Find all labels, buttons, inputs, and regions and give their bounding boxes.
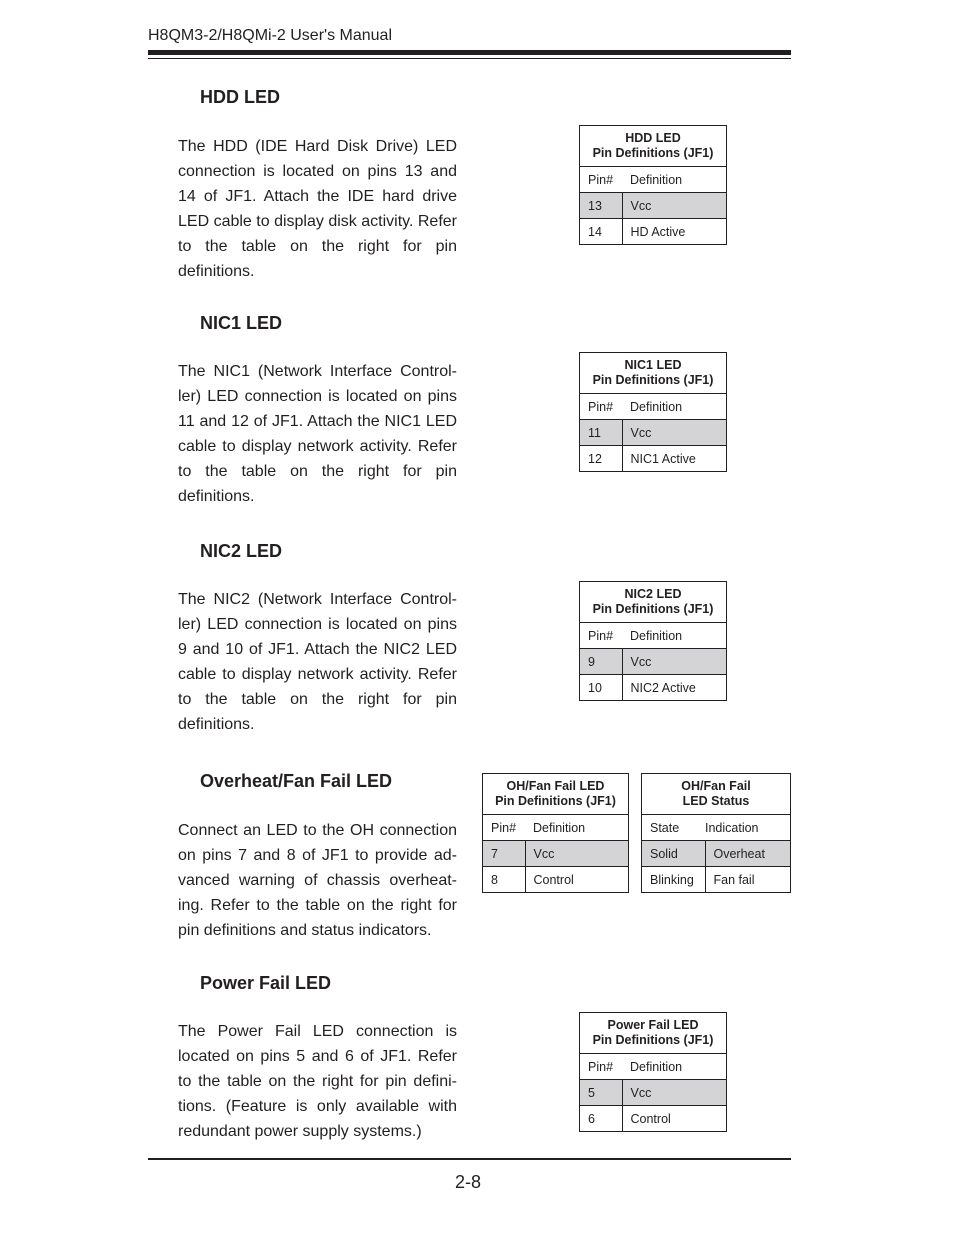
table-hdd-led (579, 125, 727, 245)
section-body-nic1-led: The NIC1 (Network Interface Control-ler) LED connection is located on pins 11 and 12 of JF1. Attach the NIC1 LED cable to display network activity. Refer to the table on the right for pin definitions. (178, 363, 457, 505)
table-column-header: Pin# Definition (580, 623, 727, 649)
section-body-overheat-fan-fail-led: Connect an LED to the OH connection on pins 7 and 8 of JF1 to provide ad-vanced warning of chassis overheat-ing. Refer to the table on the right for pin definitions and status indicators. (178, 822, 457, 939)
section-body-hdd-led: The HDD (IDE Hard Disk Drive) LED connection is located on pins 13 and 14 of JF1. Attach the IDE hard drive LED cable to display disk activity. Refer to the table on the right for pin definitions. (178, 138, 457, 280)
table-oh-fan-fail-status (641, 773, 791, 893)
table-column-header: State Indication (642, 815, 791, 841)
table-row: 8 Control (483, 867, 629, 893)
table-title: Power Fail LED Pin Definitions (JF1) (580, 1013, 727, 1054)
table-row: 5 Vcc (580, 1080, 727, 1106)
table-title: NIC2 LED Pin Definitions (JF1) (580, 582, 727, 623)
section-body-nic2-led: The NIC2 (Network Interface Control-ler) LED connection is located on pins 9 and 10 of JF1. Attach the NIC2 LED cable to display network activity. Refer to the table on the right for pin definitions. (178, 591, 457, 733)
table-row: Blinking Fan fail (642, 867, 791, 893)
table-row: 7 Vcc (483, 841, 629, 867)
table-nic1-led (579, 352, 727, 472)
table-column-header: Pin# Definition (580, 394, 727, 420)
header-rule-thin (148, 58, 791, 59)
table-row: 10 NIC2 Active (580, 675, 727, 701)
table-nic2-led (579, 581, 727, 701)
table-row: 11 Vcc (580, 420, 727, 446)
section-title-overheat-fan-fail-led: Overheat/Fan Fail LED (200, 771, 393, 791)
section-title-power-fail-led: Power Fail LED (200, 973, 332, 993)
table-title: OH/Fan Fail LED Pin Definitions (JF1) (483, 774, 629, 815)
table-column-header: Pin# Definition (580, 167, 727, 193)
table-title: OH/Fan Fail LED Status (642, 774, 791, 815)
table-oh-fan-fail-pins (482, 773, 629, 893)
header-rule-thick (148, 50, 791, 55)
table-row: 13 Vcc (580, 193, 727, 219)
table-title: HDD LED Pin Definitions (JF1) (580, 126, 727, 167)
section-body-power-fail-led: The Power Fail LED connection is located on pins 5 and 6 of JF1. Refer to the table on the right for pin defini-tions. (Feature is only available with redundant power supply systems.) (178, 1023, 457, 1140)
footer-rule (148, 1158, 791, 1160)
table-row: 6 Control (580, 1106, 727, 1132)
section-title-hdd-led: HDD LED (200, 87, 280, 107)
table-column-header: Pin# Definition (483, 815, 629, 841)
table-row: 12 NIC1 Active (580, 446, 727, 472)
page-header-title: H8QM3-2/H8QMi-2 User's Manual (148, 27, 393, 44)
section-title-nic1-led: NIC1 LED (200, 313, 283, 333)
table-row: 14 HD Active (580, 219, 727, 245)
table-row: 9 Vcc (580, 649, 727, 675)
page-number: 2-8 (455, 1172, 482, 1192)
section-title-nic2-led: NIC2 LED (200, 541, 283, 561)
table-column-header: Pin# Definition (580, 1054, 727, 1080)
table-title: NIC1 LED Pin Definitions (JF1) (580, 353, 727, 394)
table-row: Solid Overheat (642, 841, 791, 867)
table-power-fail-led (579, 1012, 727, 1132)
